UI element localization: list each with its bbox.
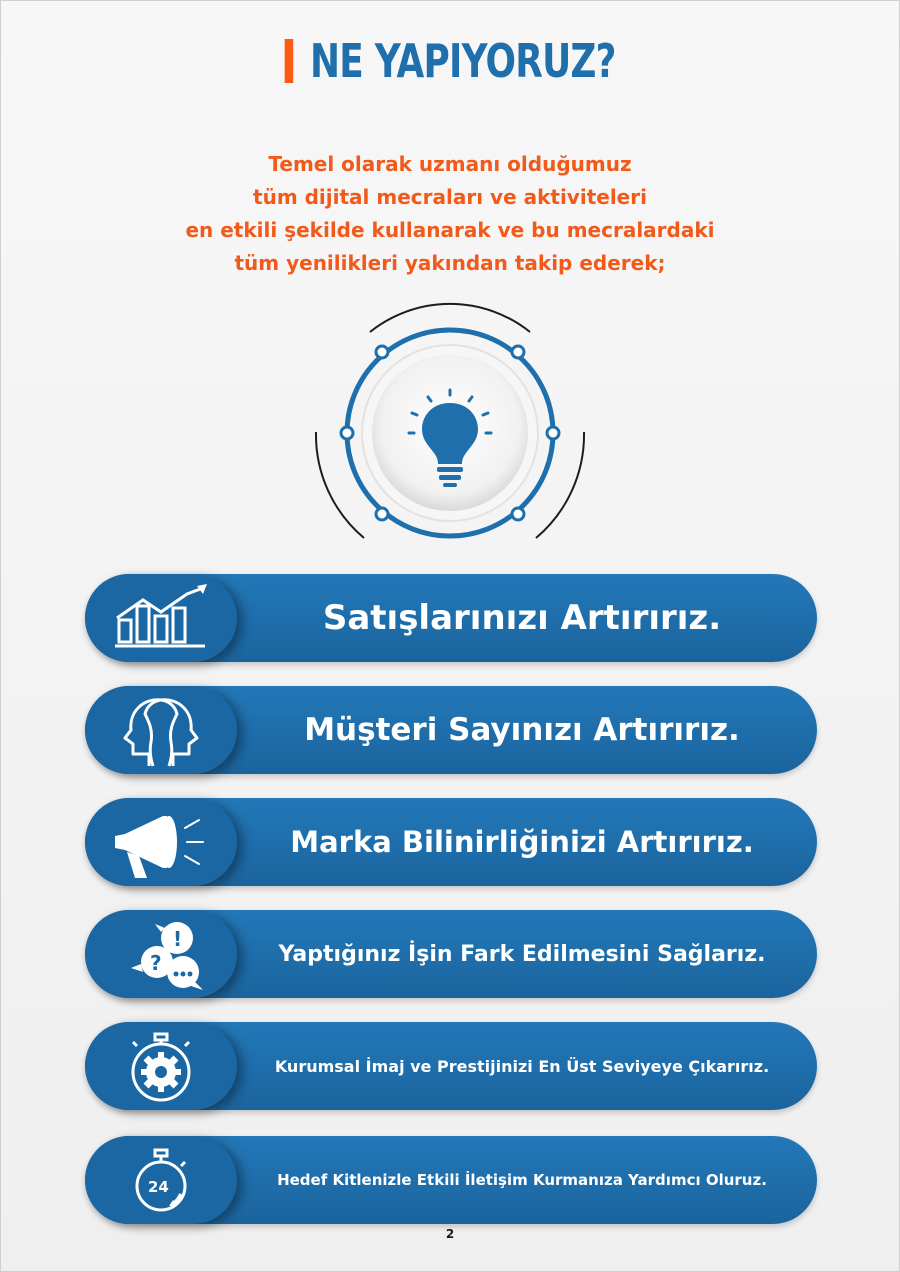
page-number: 2 <box>445 1227 455 1241</box>
stopwatch-24-icon <box>103 1142 219 1218</box>
service-row-communication <box>85 1136 817 1224</box>
service-row-customers <box>85 686 817 774</box>
intro-line: tüm yenilikleri yakından takip ederek; <box>234 251 666 275</box>
title-accent-bar <box>284 39 293 83</box>
intro-line: tüm dijital mecraları ve aktiviteleri <box>253 185 647 209</box>
megaphone-icon <box>103 804 219 880</box>
service-row-prestige <box>85 1022 817 1110</box>
two-heads-icon <box>103 692 219 768</box>
lightbulb-icon <box>310 300 590 550</box>
service-icon-cap <box>85 798 237 886</box>
speech-bubbles-icon <box>103 916 219 992</box>
service-label: Satışlarınızı Artırırız. <box>322 598 722 638</box>
intro-line: en etkili şekilde kullanarak ve bu mecralardaki <box>185 218 715 242</box>
page-title-text: NE YAPIYORUZ? <box>310 34 616 88</box>
service-row-brand <box>85 798 817 886</box>
service-label: Hedef Kitlenizle Etkili İletişim Kurmanıza Yardımcı Oluruz. <box>277 1171 767 1189</box>
service-icon-cap <box>85 574 237 662</box>
lightbulb-emblem <box>310 300 590 550</box>
service-icon-cap <box>85 1136 237 1224</box>
gear-stopwatch-icon <box>103 1028 219 1104</box>
svg-text:24: 24 <box>148 1178 169 1196</box>
page-title <box>99 34 801 88</box>
service-label: Müşteri Sayınızı Artırırız. <box>304 712 740 748</box>
service-row-recognition <box>85 910 817 998</box>
service-icon-cap <box>85 910 237 998</box>
intro-text <box>100 148 800 280</box>
service-label: Kurumsal İmaj ve Prestijinizi En Üst Seviyeye Çıkarırız. <box>274 1056 770 1076</box>
growth-chart-icon <box>103 580 219 656</box>
intro-line: Temel olarak uzmanı olduğumuz <box>268 152 632 176</box>
service-label: Yaptığınız İşin Fark Edilmesini Sağlarız. <box>278 941 766 967</box>
service-label: Marka Bilinirliğinizi Artırırız. <box>290 825 754 859</box>
service-icon-cap <box>85 686 237 774</box>
svg-text:?: ? <box>150 951 162 975</box>
svg-text:!: ! <box>173 927 183 951</box>
service-row-sales <box>85 574 817 662</box>
service-icon-cap <box>85 1022 237 1110</box>
